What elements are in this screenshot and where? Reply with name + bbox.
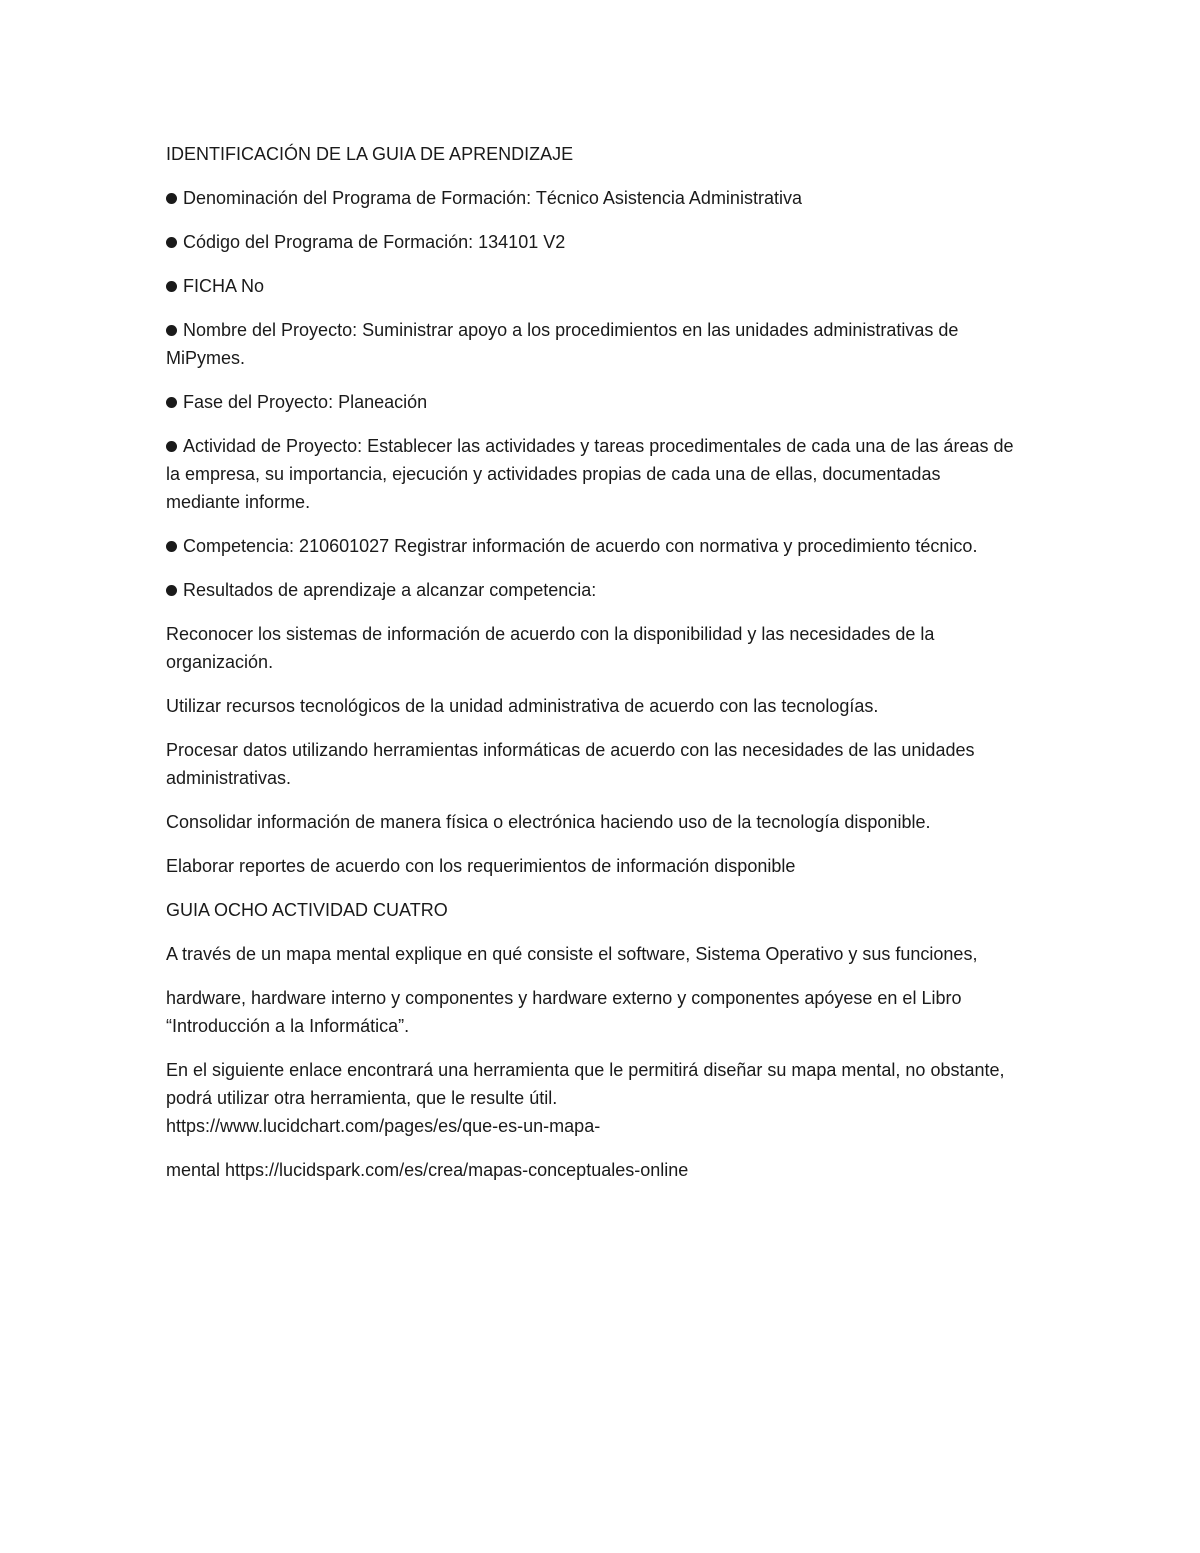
bullet-icon <box>166 397 177 408</box>
bullet-icon <box>166 281 177 292</box>
lucidchart-link[interactable]: https://www.lucidchart.com/pages/es/que-es-un-mapa- <box>166 1116 601 1136</box>
bullet-icon <box>166 585 177 596</box>
result-item: Elaborar reportes de acuerdo con los requerimientos de información disponible <box>166 856 796 876</box>
bullet-ficha <box>166 272 1016 300</box>
bullet-program-name <box>166 184 1016 212</box>
result-item: Consolidar información de manera física o electrónica haciendo uso de la tecnología disponible. <box>166 812 931 832</box>
link-intro-text: En el siguiente enlace encontrará una herramienta que le permitirá diseñar su mapa mental, no obstante, podrá utilizar otra herramienta, que le resulte útil. <box>166 1060 1005 1108</box>
bullet-project-activity <box>166 432 1016 516</box>
bullet-text: Código del Programa de Formación: 134101 V2 <box>183 232 566 252</box>
guide-heading: IDENTIFICACIÓN DE LA GUIA DE APRENDIZAJE <box>166 144 574 164</box>
result-item: Utilizar recursos tecnológicos de la unidad administrativa de acuerdo con las tecnologías. <box>166 696 879 716</box>
bullet-text: Fase del Proyecto: Planeación <box>183 392 428 412</box>
bullet-icon <box>166 441 177 452</box>
link-paragraph <box>166 1056 1016 1140</box>
result-item: Procesar datos utilizando herramientas informáticas de acuerdo con las necesidades de las unidades administrativas. <box>166 740 975 788</box>
bullet-icon <box>166 325 177 336</box>
bullet-icon <box>166 541 177 552</box>
bullet-competency <box>166 532 1016 560</box>
bullet-text: Actividad de Proyecto: Establecer las actividades y tareas procedimentales de cada una de las áreas de la empresa, su importancia, ejecución y actividades propias de cada una de ellas, documentadas mediante informe. <box>166 436 1014 512</box>
lucidspark-link-line[interactable]: mental https://lucidspark.com/es/crea/mapas-conceptuales-online <box>166 1160 689 1180</box>
result-item: Reconocer los sistemas de información de acuerdo con la disponibilidad y las necesidades de la organización. <box>166 624 935 672</box>
bullet-text: Resultados de aprendizaje a alcanzar competencia: <box>183 580 597 600</box>
bullet-project-phase <box>166 388 1016 416</box>
bullet-text: FICHA No <box>183 276 265 296</box>
bullet-text: Competencia: 210601027 Registrar información de acuerdo con normativa y procedimiento técnico. <box>183 536 978 556</box>
bullet-learning-results <box>166 576 1016 604</box>
bullet-text: Denominación del Programa de Formación: Técnico Asistencia Administrativa <box>183 188 802 208</box>
instruction-paragraph: hardware, hardware interno y componentes y hardware externo y componentes apóyese en el Libro “Introducción a la Informática”. <box>166 988 962 1036</box>
bullet-icon <box>166 237 177 248</box>
activity-title: GUIA OCHO ACTIVIDAD CUATRO <box>166 900 448 920</box>
bullet-program-code <box>166 228 1016 256</box>
document-body <box>166 140 1016 1184</box>
bullet-project-name <box>166 316 1016 372</box>
bullet-text: Nombre del Proyecto: Suministrar apoyo a los procedimientos en las unidades administrativas de MiPymes. <box>166 320 959 368</box>
instruction-paragraph: A través de un mapa mental explique en qué consiste el software, Sistema Operativo y sus funciones, <box>166 944 978 964</box>
bullet-icon <box>166 193 177 204</box>
